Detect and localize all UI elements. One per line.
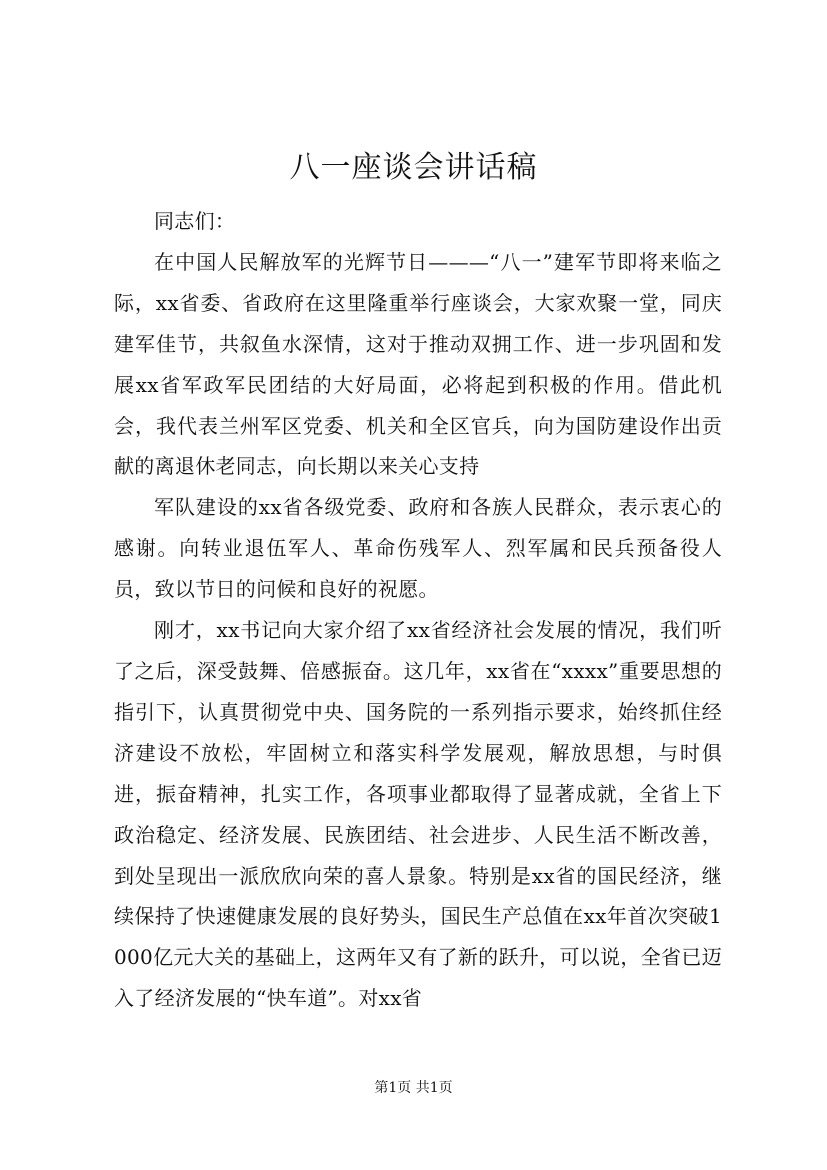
document-title: 八一座谈会讲话稿 bbox=[289, 150, 538, 185]
paragraph-greeting: 同志们： bbox=[154, 209, 236, 233]
paragraph-1: 在中国人民解放军的光辉节日———“八一”建军节即将来临之际，xx省委、省政府在这里隆重举行座谈会，大家欢聚一堂，同庆建军佳节，共叙鱼水深情，这对于推动双拥工作、进一步巩固和发展xx省军政军民团结的大好局面，必将起到积极的作用。借此机会，我代表兰州军区党委、机关和全区官兵，向为国防建设作出贡献的离退休老同志，向长期以来关心支持 bbox=[114, 249, 722, 479]
document-body bbox=[114, 201, 722, 1019]
paragraph-2: 军队建设的xx省各级党委、政府和各族人民群众，表示衷心的感谢。向转业退伍军人、革命伤残军人、烈军属和民兵预备役人员，致以节日的问候和良好的祝愿。 bbox=[114, 495, 722, 602]
paragraph-3: 刚才，xx书记向大家介绍了xx省经济社会发展的情况，我们听了之后，深受鼓舞、倍感振奋。这几年，xx省在“xxxx”重要思想的指引下，认真贯彻党中央、国务院的一系列指示要求，始终抓住经济建设不放松，牢固树立和落实科学发展观，解放思想，与时俱进，振奋精神，扎实工作，各项事业都取得了显著成就，全省上下政治稳定、经济发展、民族团结、社会进步、人民生活不断改善，到处呈现出一派欣欣向荣的喜人景象。特别是xx省的国民经济，继续保持了快速健康发展的良好势头，国民生产总值在xx年首次突破1000亿元大关的基础上，这两年又有了新的跃升，可以说，全省已迈入了经济发展的“快车道”。对xx省 bbox=[114, 618, 722, 1011]
page-footer: 第1页 共1页 bbox=[374, 1080, 453, 1096]
